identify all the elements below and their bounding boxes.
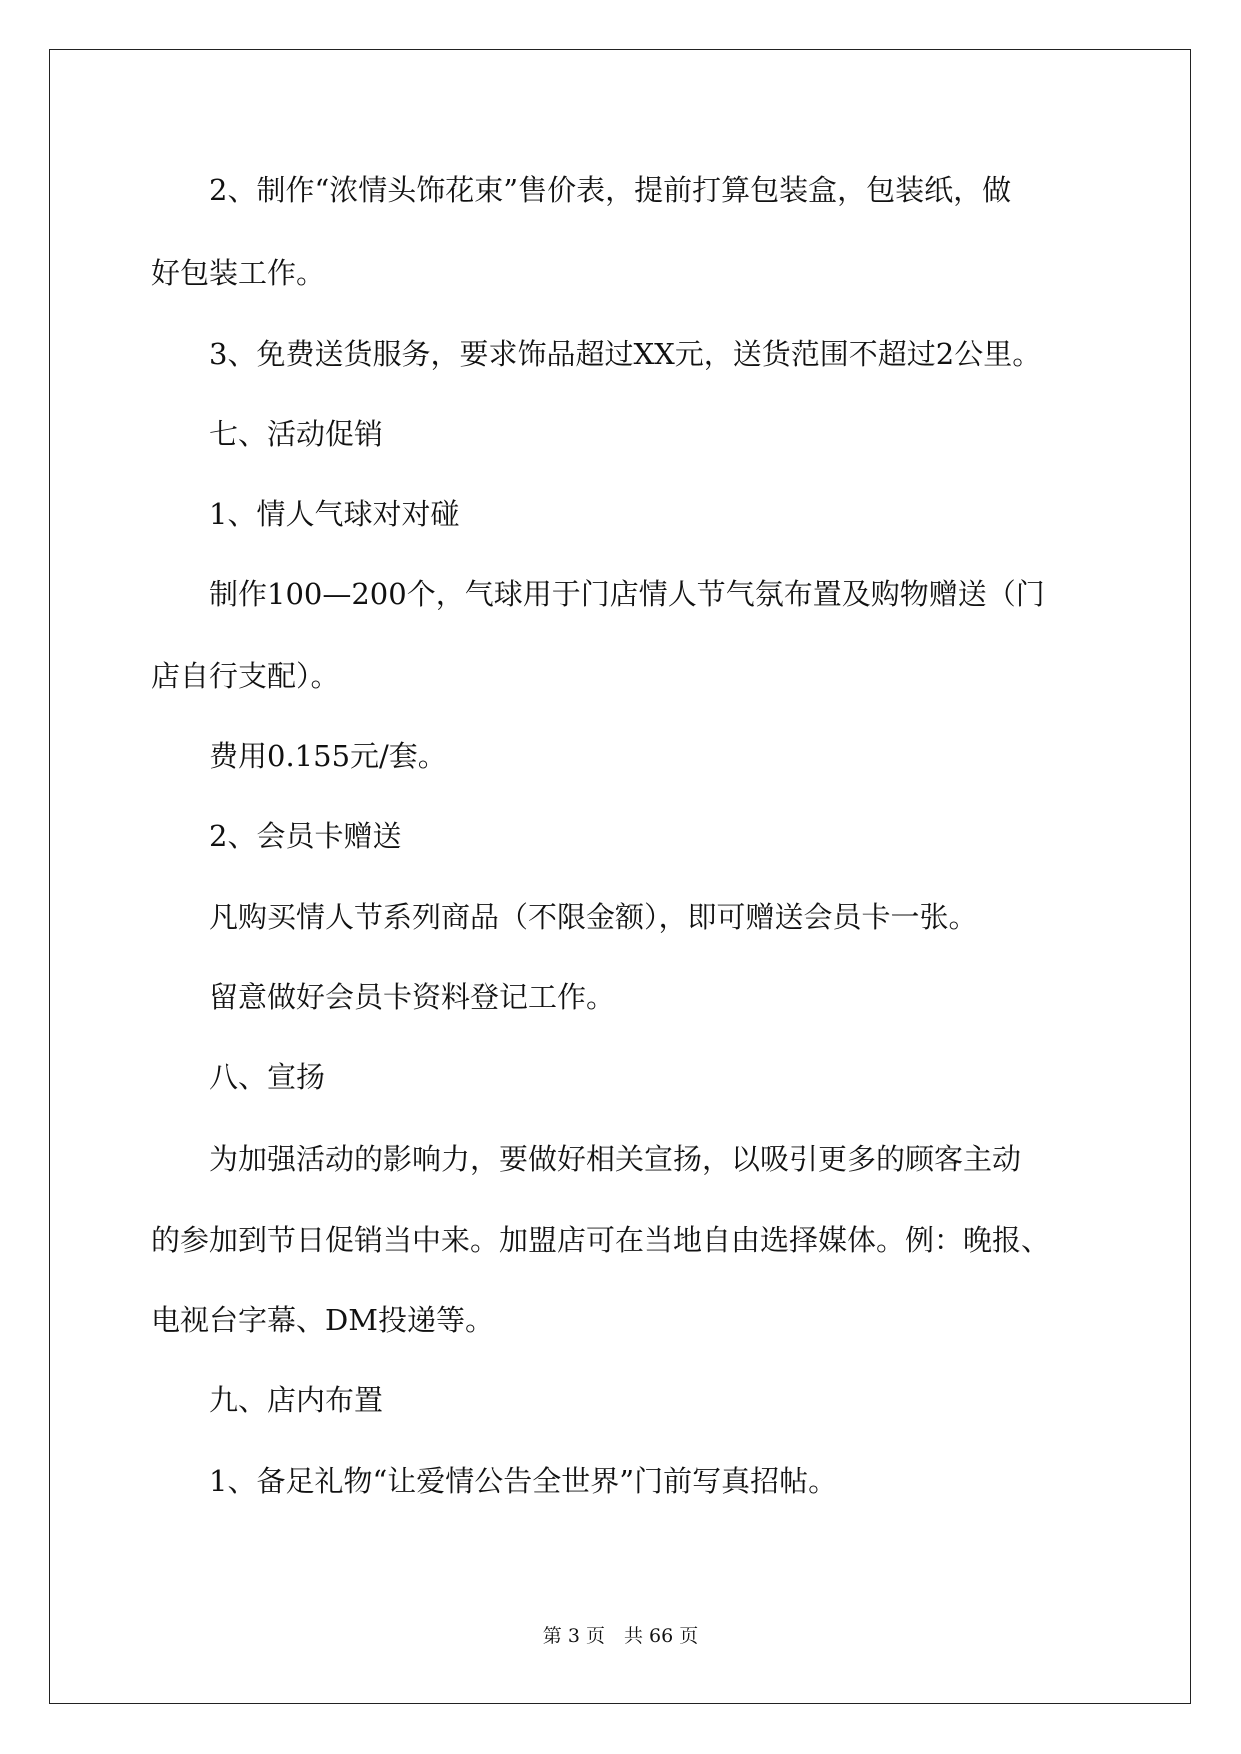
page-border	[49, 49, 1191, 1704]
paragraph-line: 留意做好会员卡资料登记工作。	[151, 980, 616, 1014]
paragraph-line: 2、制作“浓情头饰花束”售价表，提前打算包装盒，包装纸，做	[151, 173, 1012, 207]
section-heading: 八、宣扬	[151, 1060, 326, 1094]
paragraph-line: 好包装工作。	[151, 256, 326, 290]
paragraph-line: 凡购买情人节系列商品（不限金额），即可赠送会员卡一张。	[151, 900, 978, 934]
paragraph-line: 制作100—200个，气球用于门店情人节气氛布置及购物赠送（门	[151, 577, 1045, 611]
subsection-heading: 2、会员卡赠送	[151, 819, 402, 853]
subsection-heading: 1、情人气球对对碰	[151, 497, 460, 531]
section-heading: 七、活动促销	[151, 417, 384, 451]
paragraph-line: 费用0.155元/套。	[151, 739, 447, 773]
paragraph-line: 的参加到节日促销当中来。加盟店可在当地自由选择媒体。例：晚报、	[151, 1223, 1051, 1257]
paragraph-line: 电视台字幕、DM投递等。	[151, 1303, 494, 1337]
paragraph-line: 为加强活动的影响力，要做好相关宣扬，以吸引更多的顾客主动	[151, 1142, 1022, 1176]
section-heading: 九、店内布置	[151, 1383, 384, 1417]
paragraph-line: 1、备足礼物“让爱情公告全世界”门前写真招帖。	[151, 1464, 838, 1498]
page-number-footer: 第 3 页 共 66 页	[542, 1625, 699, 1647]
paragraph-line: 3、免费送货服务，要求饰品超过XX元，送货范围不超过2公里。	[151, 337, 1042, 371]
paragraph-line: 店自行支配）。	[151, 659, 340, 693]
